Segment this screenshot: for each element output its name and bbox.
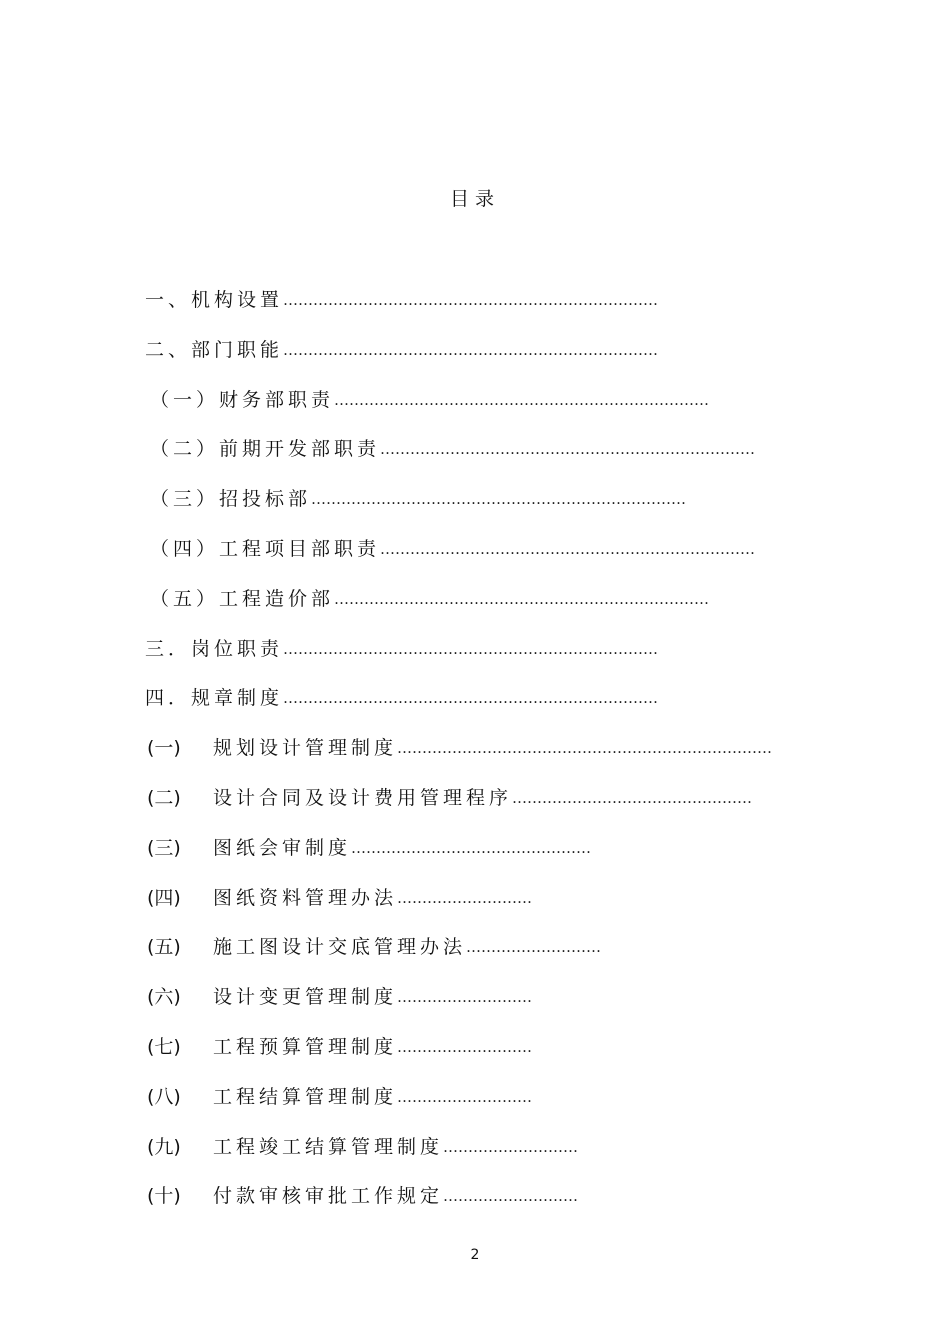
toc-entry-completion-settlement[interactable] [145,1134,825,1184]
toc-entry-number: (八) [147,1085,181,1108]
toc-leader-dots: ………………………………………………………………… [397,739,773,758]
toc-entry-number: （五） [150,587,220,610]
toc-entry-budget[interactable] [145,1034,825,1084]
toc-entry-planning-design[interactable] [145,735,825,785]
toc-entry-label: 岗位职责 [191,637,284,660]
toc-entry-label: 施工图设计交底管理办法 [213,936,467,959]
toc-entry-number: (三) [147,836,181,859]
toc-entry-number: (七) [147,1035,181,1058]
toc-entry-label: 部门职能 [191,338,284,361]
toc-entry-number: （四） [150,537,220,560]
toc-entry-regulations[interactable] [145,685,825,735]
toc-entry-number: (十) [147,1185,181,1208]
toc-entry-number: (二) [147,786,181,809]
toc-leader-dots: ……………………… [443,1137,579,1156]
toc-entry-number: （一） [150,388,220,411]
toc-leader-dots: ………………………………………… [351,838,592,857]
toc-leader-dots: ………………………………………………………………… [334,390,710,409]
toc-entry-label: 设计变更管理制度 [213,986,398,1009]
toc-entry-label: 前期开发部职责 [219,438,381,461]
toc-leader-dots: ……………………… [397,1037,533,1056]
toc-entry-construction-briefing[interactable] [145,934,825,984]
toc-entry-label: 工程竣工结算管理制度 [213,1135,444,1158]
toc-entry-label: 工程造价部 [219,587,335,610]
toc-leader-dots: ………………………………………………………………… [311,490,687,509]
toc-leader-dots: ………………………………………………………………… [283,340,659,359]
toc-entry-label: 图纸资料管理办法 [213,886,398,909]
toc-leader-dots: ………………………………………………………………… [283,689,659,708]
toc-entry-label: 设计合同及设计费用管理程序 [213,786,513,809]
toc-entry-label: 图纸会审制度 [213,836,352,859]
toc-list [145,287,825,1233]
toc-entry-number: （三） [150,488,220,511]
toc-entry-number: (一) [147,737,181,760]
toc-entry-label: 工程预算管理制度 [213,1035,398,1058]
toc-entry-bidding[interactable] [145,486,825,536]
toc-leader-dots: ………………………………………………………………… [283,639,659,658]
toc-entry-number: (五) [147,936,181,959]
toc-entry-job-duties[interactable] [145,636,825,686]
toc-entry-finance[interactable] [145,387,825,437]
toc-entry-label: 规章制度 [191,687,284,710]
toc-entry-design-contract[interactable] [145,785,825,835]
toc-leader-dots: ………………………………………………………………… [380,539,756,558]
toc-entry-label: 工程结算管理制度 [213,1085,398,1108]
toc-entry-number: （二） [150,438,220,461]
toc-leader-dots: ………………………………………………………………… [283,291,659,309]
toc-leader-dots: ……………………… [397,1087,533,1106]
page-number: 2 [470,1247,480,1263]
toc-leader-dots: ………………………………………………………………… [334,589,710,608]
toc-leader-dots: ……………………… [397,988,533,1007]
toc-entry-drawing-archive[interactable] [145,885,825,935]
toc-entry-label: 机构设置 [191,289,284,311]
toc-entry-label: 财务部职责 [219,388,335,411]
toc-entry-preliminary-development[interactable] [145,436,825,486]
toc-entry-settlement[interactable] [145,1084,825,1134]
toc-entry-label: 付款审核审批工作规定 [213,1185,444,1208]
toc-leader-dots: ………………………………………………………………… [380,440,756,459]
toc-title: 目录 [449,188,500,210]
toc-entry-organization[interactable] [145,287,825,337]
toc-entry-number: (四) [147,886,181,909]
toc-entry-department-functions[interactable] [145,337,825,387]
toc-entry-number: 四． [145,687,192,710]
toc-leader-dots: ………………………………………… [512,788,753,807]
toc-entry-number: 三． [145,637,192,660]
toc-entry-number: 一、 [145,289,192,311]
toc-entry-number: 二、 [145,338,192,361]
toc-entry-label: 招投标部 [219,488,312,511]
toc-entry-drawing-review[interactable] [145,835,825,885]
toc-entry-project-department[interactable] [145,536,825,586]
toc-entry-design-change[interactable] [145,984,825,1034]
toc-leader-dots: ……………………… [397,888,533,907]
toc-leader-dots: ……………………… [443,1187,579,1206]
toc-entry-cost-department[interactable] [145,586,825,636]
toc-entry-label: 规划设计管理制度 [213,737,398,760]
toc-entry-number: (九) [147,1135,181,1158]
toc-entry-number: (六) [147,986,181,1009]
toc-leader-dots: ……………………… [466,938,602,957]
toc-entry-label: 工程项目部职责 [219,537,381,560]
toc-entry-payment-approval[interactable] [145,1183,825,1233]
